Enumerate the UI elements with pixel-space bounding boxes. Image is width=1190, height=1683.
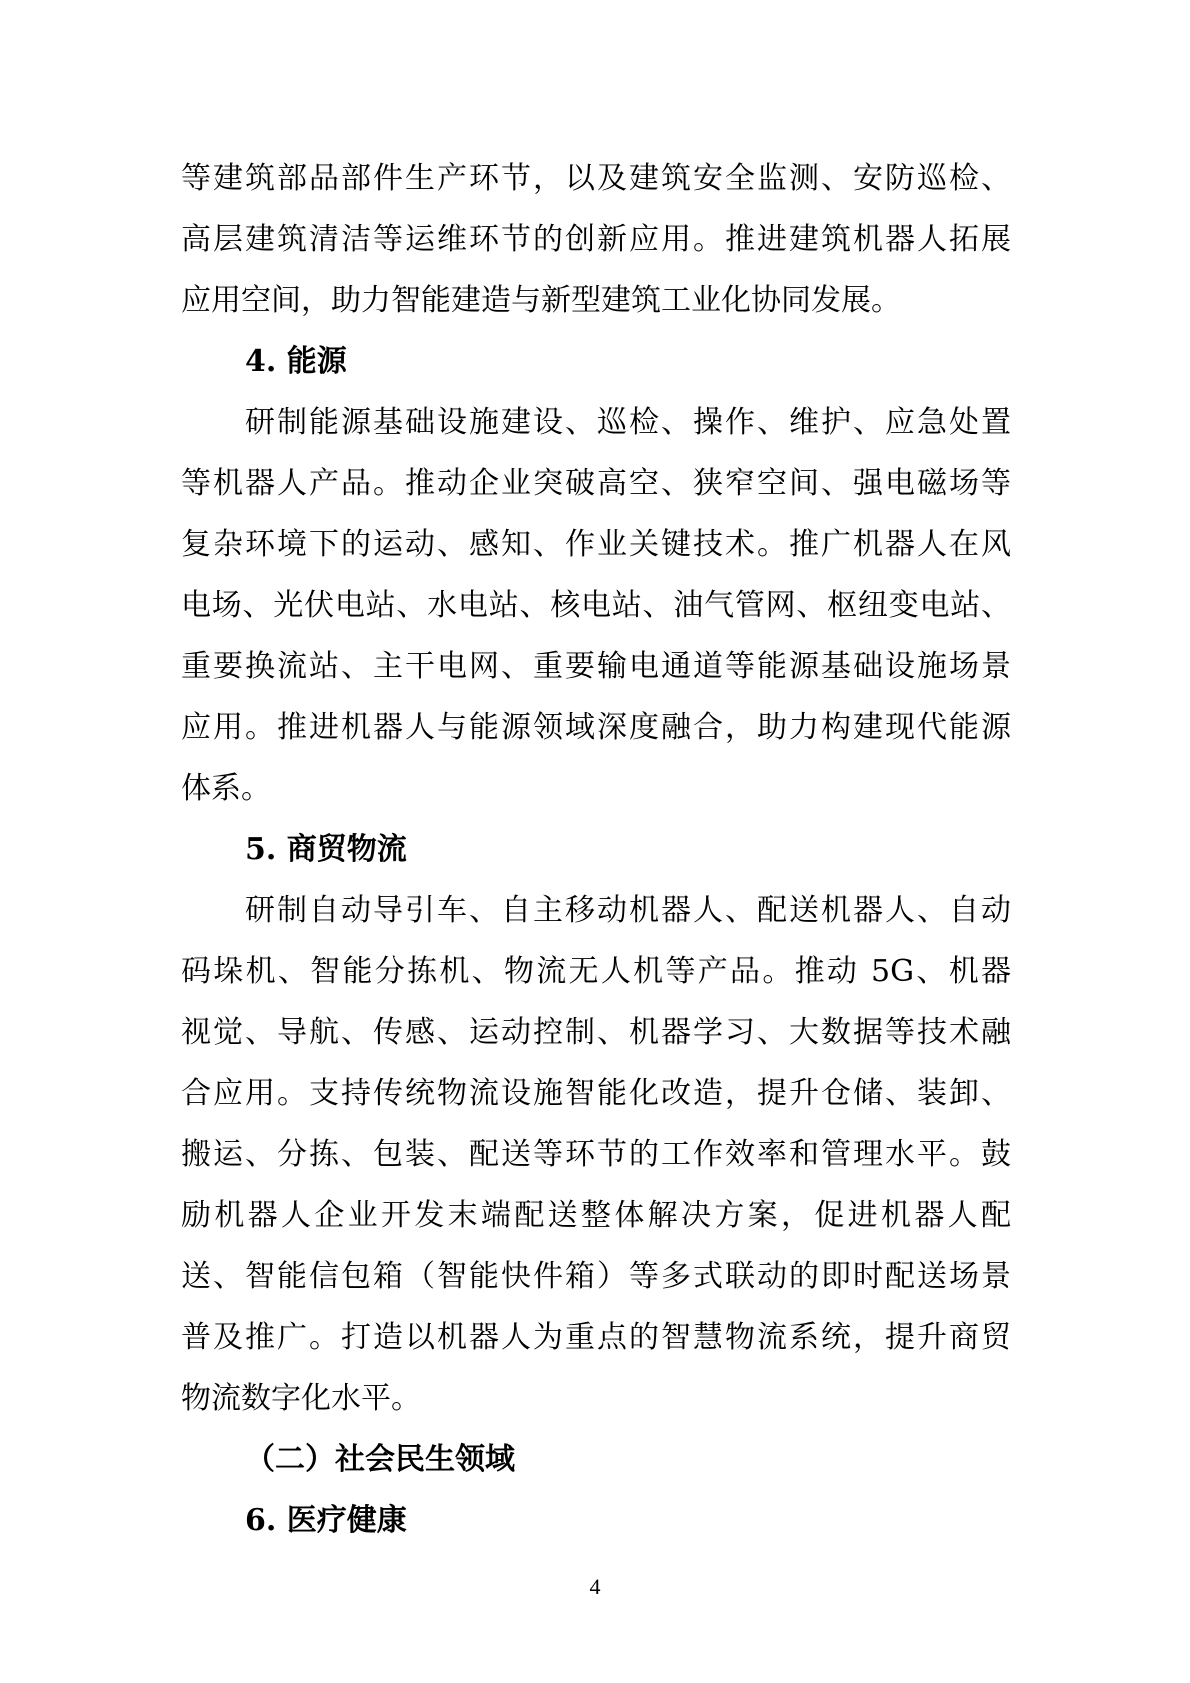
paragraph-line: 普及推广。打造以机器人为重点的智慧物流系统，提升商贸: [181, 1320, 1011, 1355]
section-heading-social-livelihood: （二）社会民生领域: [245, 1442, 515, 1477]
document-body: [181, 148, 1011, 1551]
paragraph-line: 视觉、导航、传感、运动控制、机器学习、大数据等技术融: [181, 1015, 1011, 1050]
section-heading-healthcare: 6. 医疗健康: [245, 1503, 407, 1538]
paragraph-line: 体系。: [181, 771, 271, 806]
paragraph-line: 应用空间，助力智能建造与新型建筑工业化协同发展。: [181, 283, 901, 318]
paragraph-line: 电场、光伏电站、水电站、核电站、油气管网、枢纽变电站、: [181, 588, 1011, 623]
paragraph-line: 等建筑部品部件生产环节，以及建筑安全监测、安防巡检、: [181, 161, 1011, 196]
paragraph-line: 物流数字化水平。: [181, 1381, 421, 1416]
paragraph-line: 高层建筑清洁等运维环节的创新应用。推进建筑机器人拓展: [181, 222, 1011, 257]
paragraph-line: 送、智能信包箱（智能快件箱）等多式联动的即时配送场景: [181, 1259, 1011, 1294]
paragraph-line: 搬运、分拣、包装、配送等环节的工作效率和管理水平。鼓: [181, 1137, 1011, 1172]
paragraph-line: 码垛机、智能分拣机、物流无人机等产品。推动 5G、机器: [181, 954, 1011, 989]
paragraph-line: 励机器人企业开发末端配送整体解决方案，促进机器人配: [181, 1198, 1011, 1233]
paragraph-line: 应用。推进机器人与能源领域深度融合，助力构建现代能源: [181, 710, 1011, 745]
paragraph-line: 复杂环境下的运动、感知、作业关键技术。推广机器人在风: [181, 527, 1011, 562]
page-number: 4: [589, 1574, 601, 1599]
section-heading-logistics: 5. 商贸物流: [245, 832, 407, 867]
paragraph-line: 重要换流站、主干电网、重要输电通道等能源基础设施场景: [181, 649, 1011, 684]
paragraph-line: 研制能源基础设施建设、巡检、操作、维护、应急处置: [245, 405, 1011, 440]
paragraph-line: 等机器人产品。推动企业突破高空、狭窄空间、强电磁场等: [181, 466, 1011, 501]
section-heading-energy: 4. 能源: [245, 344, 347, 379]
paragraph-line: 合应用。支持传统物流设施智能化改造，提升仓储、装卸、: [181, 1076, 1011, 1111]
paragraph-line: 研制自动导引车、自主移动机器人、配送机器人、自动: [245, 893, 1011, 928]
